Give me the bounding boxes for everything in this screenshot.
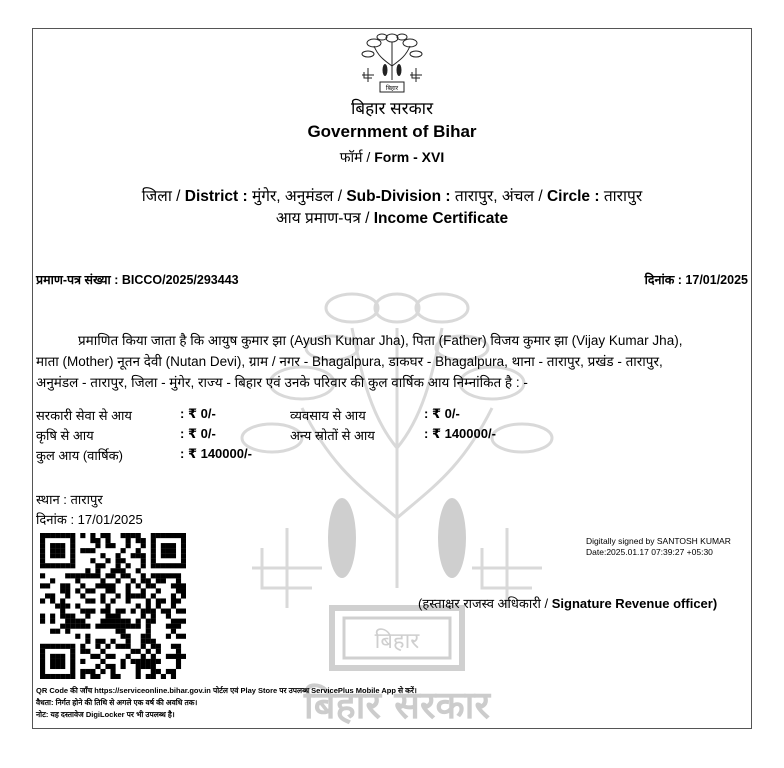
- signature-label-english: Signature Revenue officer): [551, 596, 718, 611]
- district-label-hindi: जिला /: [141, 188, 181, 205]
- other-income-value: : ₹ 140000/-: [424, 426, 496, 441]
- validity-note: वैधता: निर्गत होने की तिथि से अगले एक वर्ष की अवधि तक।: [36, 698, 198, 707]
- state-name-english: Government of Bihar: [307, 122, 477, 141]
- govt-income-label: सरकारी सेवा से आय: [36, 408, 132, 423]
- paragraph-line-2: माता (Mother) नूतन देवी (Nutan Devi), ग्राम / नगर - Bhagalpura, डाकघर - Bhagalpura, थाना - तारापुर, प्रखंड - तारापुर,: [36, 354, 663, 369]
- certificate-title-hindi: आय प्रमाण-पत्र /: [275, 210, 370, 227]
- signature-label: [418, 594, 717, 612]
- certificate-title: [0, 206, 784, 228]
- emblem-seal-text: बिहार: [385, 85, 399, 92]
- certification-paragraph: [36, 330, 748, 393]
- watermark-seal-text: बिहार: [374, 629, 420, 654]
- agri-income-value: : ₹ 0/-: [180, 426, 216, 441]
- district-label-english: District :: [184, 188, 248, 205]
- agri-income-label: कृषि से आय: [36, 428, 94, 443]
- business-income-label: व्यवसाय से आय: [290, 408, 366, 423]
- certificate-title-english: Income Certificate: [373, 210, 509, 227]
- paragraph-line-3: अनुमंडल - तारापुर, जिला - मुंगेर, राज्य - बिहार एवं उनके परिवार की कुल वार्षिक आय निम्नांकित है : -: [36, 375, 528, 390]
- digilocker-note: नोट: यह दस्तावेज DigiLocker पर भी उपलब्ध है।: [36, 710, 175, 719]
- circle-label: Circle :: [546, 188, 600, 205]
- digital-signature-line-1: Digitally signed by SANTOSH KUMAR: [586, 536, 731, 546]
- other-income-label: अन्य स्रोतों से आय: [290, 428, 375, 443]
- qr-code-icon: [40, 533, 186, 679]
- digital-signature-line-2: Date:2025.01.17 07:39:27 +05:30: [586, 547, 713, 557]
- govt-income-value: : ₹ 0/-: [180, 406, 216, 421]
- place: स्थान : तारापुर: [36, 492, 103, 507]
- watermark-text: बिहार सरकार: [303, 683, 491, 727]
- form-label-english: Form - XVI: [374, 149, 445, 165]
- district-line: [0, 184, 784, 206]
- total-income-label: कुल आय (वार्षिक): [36, 448, 123, 463]
- district-value: मुंगेर, अनुमंडल /: [251, 188, 343, 205]
- subdivision-label: Sub-Division :: [346, 188, 451, 205]
- business-income-value: : ₹ 0/-: [424, 406, 460, 421]
- certificate-number: प्रमाण-पत्र संख्या : BICCO/2025/293443: [36, 273, 239, 287]
- issue-date: दिनांक : 17/01/2025: [644, 273, 748, 287]
- form-number: [0, 148, 784, 167]
- digital-signature: [586, 536, 731, 558]
- subdivision-value: तारापुर, अंचल /: [454, 188, 543, 205]
- qr-verification-note: QR Code की जाँच https://serviceonline.bihar.gov.in पोर्टल एवं Play Store पर उपलब्ध ServicePlus Mobile App से करें।: [36, 686, 417, 695]
- signature-label-hindi: (हस्ताक्षर राजस्व अधिकारी /: [418, 596, 549, 611]
- total-income-value: : ₹ 140000/-: [180, 446, 252, 461]
- bihar-emblem-icon: [358, 32, 426, 94]
- paragraph-line-1: प्रमाणित किया जाता है कि आयुष कुमार झा (Ayush Kumar Jha), पिता (Father) विजय कुमार झा (Vijay Kumar Jha),: [78, 333, 683, 348]
- form-label-hindi: फॉर्म /: [339, 149, 371, 165]
- state-name-hindi: बिहार सरकार: [350, 99, 434, 118]
- circle-value: तारापुर: [603, 188, 643, 205]
- place-date: दिनांक : 17/01/2025: [36, 512, 143, 527]
